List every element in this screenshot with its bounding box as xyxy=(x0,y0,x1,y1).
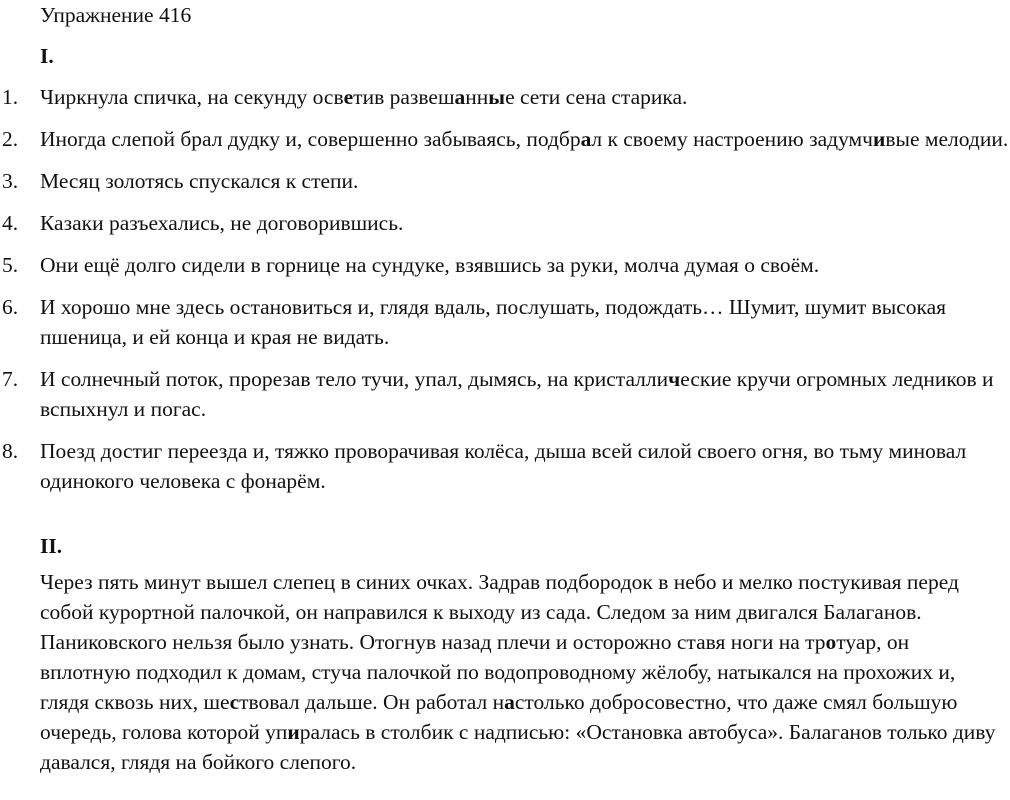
list-item xyxy=(0,292,1010,352)
text-run: И солнечный поток, прорезав тело тучи, упал, дымясь, на кристалли xyxy=(40,367,669,391)
text-passage xyxy=(40,567,1005,777)
highlighted-letter: ч xyxy=(668,367,681,391)
item-number: 5. xyxy=(2,253,19,277)
text-run: Поезд достиг переезда и, тяжко проворачивая колёса, дыша всей силой своего огня, во тьму миновал одинокого человека с фонарём. xyxy=(40,439,967,493)
highlighted-letter: а xyxy=(580,127,592,151)
item-number: 3. xyxy=(2,169,19,193)
exercise-title: Упражнение 416 xyxy=(40,3,192,27)
text-run: е сети сена старика. xyxy=(505,85,688,109)
highlighted-letter: а xyxy=(454,85,466,109)
text-run: столько добросовестно, что даже смял большую очередь, голова которой уп xyxy=(40,690,958,744)
highlighted-letter: ы xyxy=(488,85,506,109)
list-item xyxy=(0,436,1010,496)
highlighted-letter: с xyxy=(229,690,240,714)
highlighted-letter: о xyxy=(825,630,837,654)
highlighted-letter: е xyxy=(343,85,354,109)
text-run: ралась в столбик с надписью: «Остановка автобуса». Балаганов только диву давался, глядя на бойкого слепого. xyxy=(40,720,996,774)
text-run: л к своему настроению задумч xyxy=(591,127,873,151)
highlighted-letter: и xyxy=(287,720,300,744)
text-run: тив развеш xyxy=(353,85,455,109)
list-item xyxy=(0,166,1010,196)
text-run: нн xyxy=(465,85,489,109)
text-run: Они ещё долго сидели в горнице на сундуке, взявшись за руки, молча думая о своём. xyxy=(40,253,820,277)
text-run: Чиркнула спичка, на секунду осв xyxy=(40,85,344,109)
text-run: Иногда слепой брал дудку и, совершенно забываясь, подбр xyxy=(40,127,581,151)
text-run: И хорошо мне здесь остановиться и, глядя вдаль, послушать, подождать… Шумит, шумит высокая пшеница, и ей конца и края не видать. xyxy=(40,295,947,349)
list-item xyxy=(0,208,1010,238)
item-number: 8. xyxy=(2,439,19,463)
section-2-heading: II. xyxy=(40,534,63,558)
list-item xyxy=(0,124,1010,154)
highlighted-letter: а xyxy=(504,690,515,714)
sentence-list xyxy=(0,82,1010,508)
text-run: Через пять минут вышел слепец в синих очках. Задрав подбородок в небо и мелко постукивая перед собой курортной палочкой, он направился к выходу из сада. Следом за ним двигался Балаганов. Паниковского нельзя было узнать. Отогнув назад плечи и осторожно ставя ноги на тр xyxy=(40,570,959,654)
item-number: 7. xyxy=(2,367,19,391)
list-item xyxy=(0,82,1010,112)
item-number: 4. xyxy=(2,211,19,235)
text-run: Казаки разъехались, не договорившись. xyxy=(40,211,404,235)
text-run: еские кручи огромных ледников и вспыхнул и погас. xyxy=(40,367,994,421)
item-number: 1. xyxy=(2,85,19,109)
text-run: Месяц золотясь спускался к степи. xyxy=(40,169,359,193)
text-run: твовал дальше. Он работал н xyxy=(239,690,505,714)
item-number: 6. xyxy=(2,295,19,319)
highlighted-letter: и xyxy=(872,127,886,151)
text-run: вые мелодии. xyxy=(885,127,1009,151)
list-item xyxy=(0,364,1010,424)
text-run: туар, он вплотную подходил к домам, стуча палочкой по водопроводному жёлобу, натыкался на прохожих и, глядя сквозь них, ше xyxy=(40,630,956,714)
item-number: 2. xyxy=(2,127,19,151)
section-1-heading: I. xyxy=(40,44,54,68)
list-item xyxy=(0,250,1010,280)
